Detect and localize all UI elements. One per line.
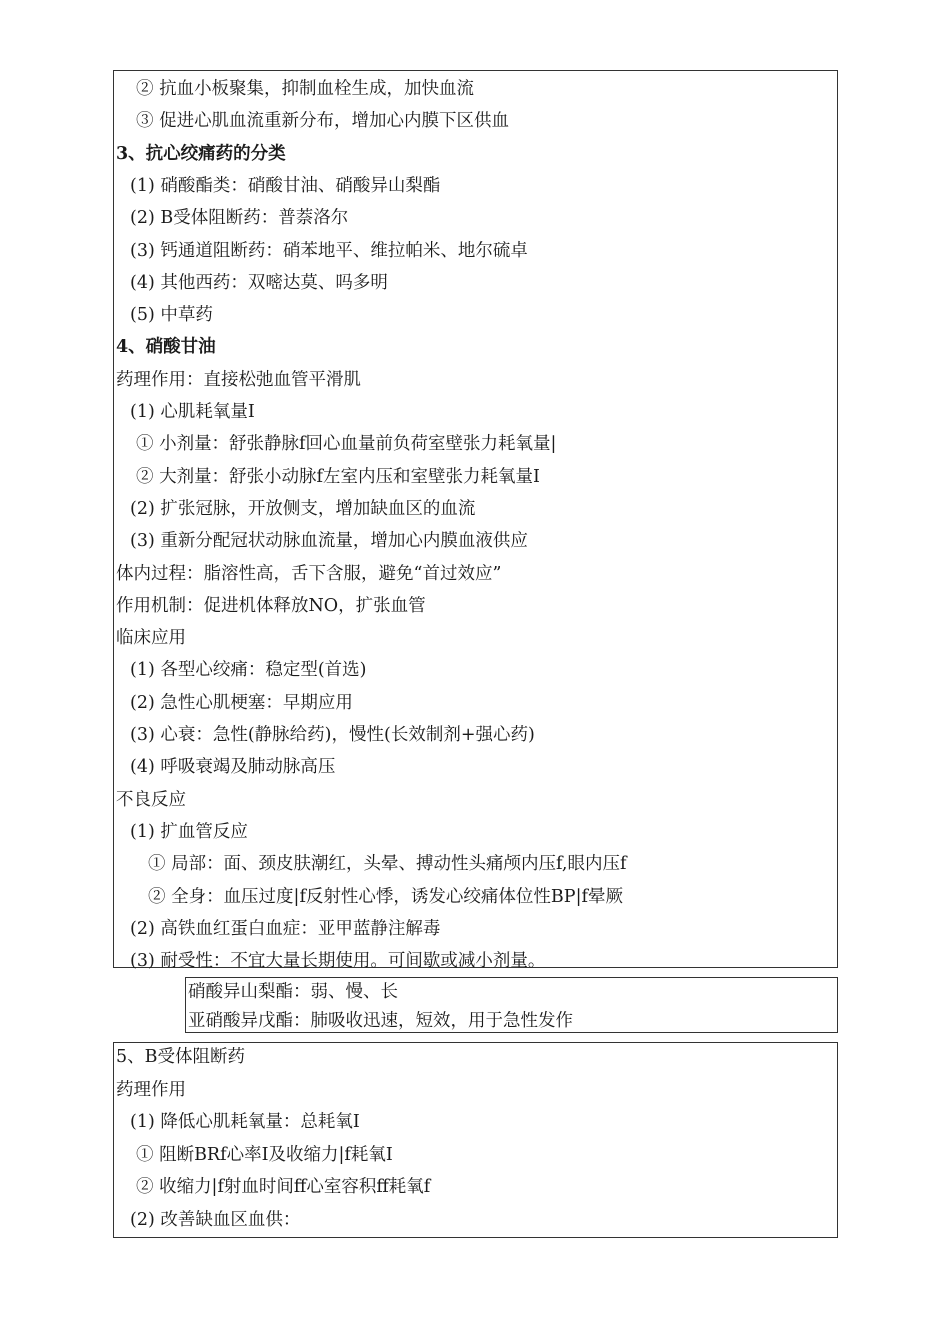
block1-line: (4) 呼吸衰竭及肺动脉高压 [130,757,336,778]
block3-line: (1) 降低心肌耗氧量：总耗氧I [130,1112,360,1132]
block1-line: ③ 促进心肌血流重新分布，增加心内膜下区供血 [136,111,510,132]
block1-line: 不良反应 [116,789,186,810]
block3-line: 药理作用 [116,1079,186,1100]
block1-line: (5) 中草药 [130,305,213,326]
content-box-nitrates [185,977,838,1033]
content-box-main [113,70,838,972]
block1-line: 临床应用 [116,628,186,649]
block1-line: (3) 耐受性：不宜大量长期使用。可间歇或减小剂量。 [130,951,546,972]
block1-line: (4) 其他西药：双嘧达莫、吗多明 [130,272,388,293]
block1-line: (2) 急性心肌梗塞：早期应用 [130,692,353,713]
block1-line: (1) 扩血管反应 [130,821,248,842]
block3-line: ② 收缩力|f射血时间ff心室容积ff耗氧f [136,1177,431,1197]
block1-line: (3) 重新分配冠状动脉血流量，增加心内膜血液供应 [130,531,528,552]
block1-line: 3、抗心绞痛药的分类 [116,143,286,164]
block3-line: (2) 改善缺血区血供： [130,1209,301,1230]
block1-line: ① 局部：面、颈皮肤潮红，头晕、搏动性头痛颅内压f,眼内压f [148,854,627,875]
block1-line: (1) 心肌耗氧量I [130,402,255,422]
block1-line: 4、硝酸甘油 [116,337,216,358]
block1-line: (2) 扩张冠脉，开放侧支，增加缺血区的血流 [130,498,476,519]
block1-line: ① 小剂量：舒张静脉f回心血量前负荷室壁张力耗氧量| [136,434,557,455]
block1-line: ② 全身：血压过度|f反射性心悸，诱发心绞痛体位性BP|f晕厥 [148,886,623,907]
block1-line: (3) 心衰：急性(静脉给药)，慢性(长效制剂+强心药) [130,725,535,745]
block3-line: 5、B受体阻断药 [116,1047,245,1067]
block1-line: (3) 钙通道阻断药：硝苯地平、维拉帕米、地尔硫卓 [130,240,528,261]
block1-line: (2) 高铁血红蛋白血症：亚甲蓝静注解毒 [130,918,441,939]
block1-line: (1) 各型心绞痛：稳定型(首选) [130,660,367,681]
block1-line: 体内过程：脂溶性高，舌下含服，避免“首过效应” [116,563,502,584]
block3-line: ① 阻断BRf心率I及收缩力|f耗氧I [136,1144,393,1165]
block1-line: ② 抗血小板聚集，抑制血栓生成，加快血流 [136,79,475,99]
content-box-beta-blockers [113,1042,838,1238]
block2-line: 硝酸异山梨酯：弱、慢、长 [188,982,398,1002]
block2-line: 亚硝酸异戊酯：肺吸收迅速，短效，用于急性发作 [188,1011,573,1031]
block1-line: (1) 硝酸酯类：硝酸甘油、硝酸异山梨酯 [130,175,441,196]
block1-line: 作用机制：促进机体释放NO，扩张血管 [116,595,426,616]
block1-line: ② 大剂量：舒张小动脉f左室内压和室壁张力耗氧量I [136,466,540,487]
block1-line: (2) B受体阻断药：普萘洛尔 [130,208,349,229]
block1-line: 药理作用：直接松弛血管平滑肌 [116,369,361,390]
